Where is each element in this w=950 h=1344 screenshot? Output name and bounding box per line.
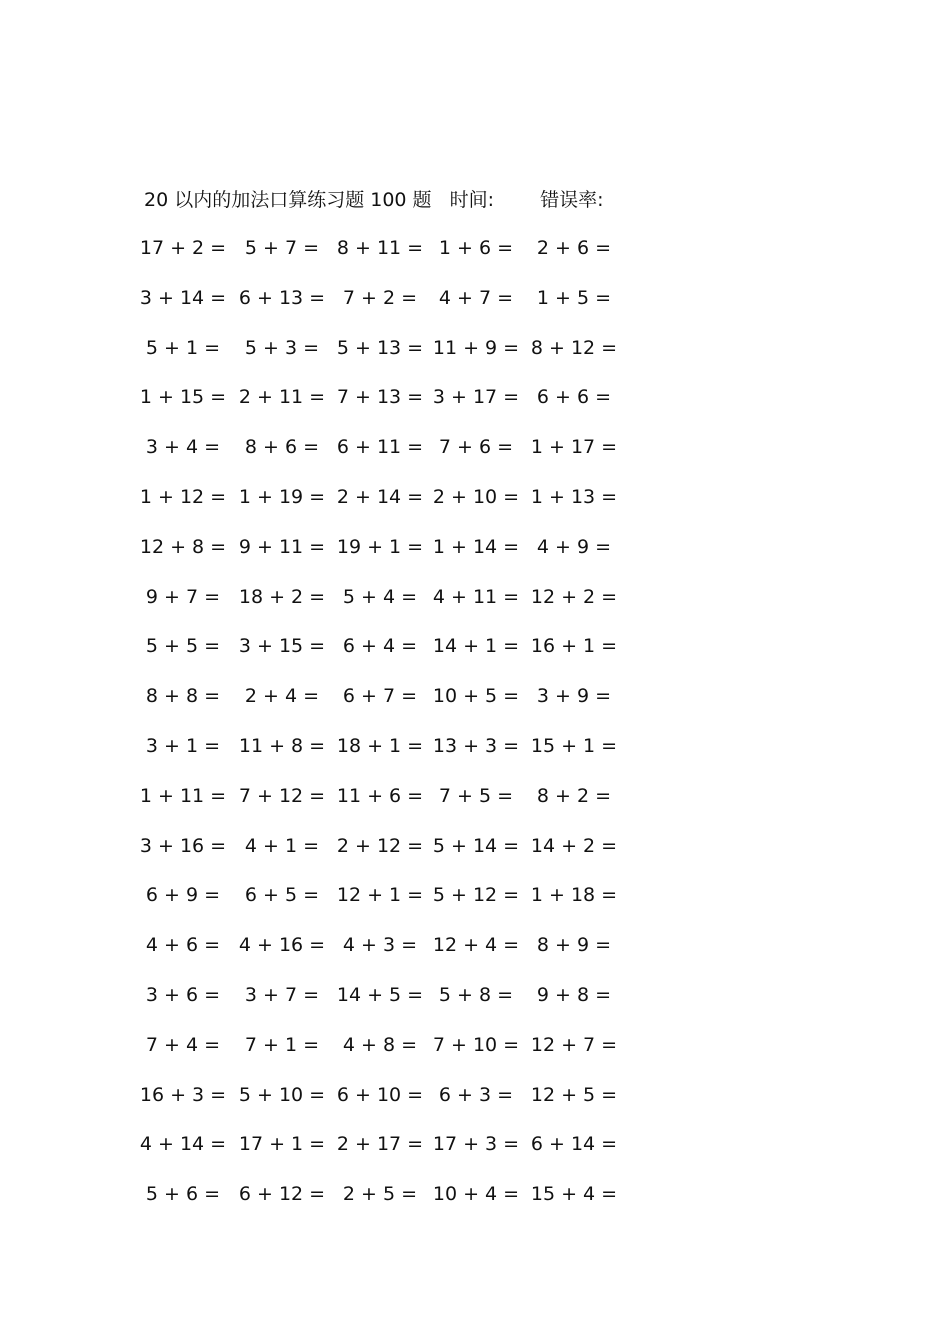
problem-item: 10 + 5 =	[432, 685, 520, 708]
problem-item: 5 + 8 =	[438, 983, 514, 1006]
problem-item: 6 + 6 =	[536, 386, 612, 409]
problem-item: 8 + 11 =	[336, 237, 424, 259]
problem-item: 5 + 5 =	[145, 635, 221, 658]
problem-item: 5 + 10 =	[238, 1083, 326, 1106]
problem-item: 12 + 4 =	[432, 934, 520, 957]
problem-item: 4 + 6 =	[145, 934, 221, 957]
problem-item: 8 + 2 =	[536, 784, 612, 807]
problem-item: 3 + 1 =	[145, 734, 221, 757]
error-rate-label: 错误率:	[540, 189, 604, 211]
problem-row	[0, 1180, 950, 1230]
problem-item: 5 + 1 =	[145, 336, 221, 359]
problem-item: 6 + 12 =	[238, 1183, 326, 1206]
problem-item: 1 + 14 =	[432, 535, 520, 558]
problem-item: 8 + 12 =	[530, 336, 618, 359]
problem-item: 12 + 8 =	[139, 535, 227, 558]
problem-item: 5 + 3 =	[244, 336, 320, 359]
problem-item: 19 + 1 =	[336, 535, 424, 558]
problem-row	[0, 682, 950, 732]
problem-item: 6 + 9 =	[145, 884, 221, 907]
problem-item: 5 + 6 =	[145, 1183, 221, 1206]
problem-item: 7 + 6 =	[438, 436, 514, 459]
problem-item: 7 + 10 =	[432, 1033, 520, 1056]
problem-item: 18 + 1 =	[336, 734, 424, 757]
problem-item: 1 + 6 =	[438, 237, 514, 259]
problem-item: 2 + 4 =	[244, 685, 320, 708]
problem-item: 12 + 7 =	[530, 1033, 618, 1056]
problem-item: 6 + 10 =	[336, 1083, 424, 1106]
problem-row	[0, 483, 950, 533]
problem-row	[0, 284, 950, 334]
problem-row	[0, 234, 950, 284]
problem-item: 6 + 13 =	[238, 286, 326, 309]
problem-row	[0, 931, 950, 981]
problem-item: 16 + 1 =	[530, 635, 618, 658]
problem-item: 4 + 1 =	[244, 834, 320, 857]
problem-item: 6 + 11 =	[336, 436, 424, 459]
problem-item: 15 + 4 =	[530, 1183, 618, 1206]
problem-row	[0, 732, 950, 782]
problem-item: 14 + 2 =	[530, 834, 618, 857]
problem-item: 2 + 6 =	[536, 237, 612, 259]
problem-item: 17 + 3 =	[432, 1133, 520, 1156]
problem-item: 6 + 5 =	[244, 884, 320, 907]
problem-item: 1 + 12 =	[139, 485, 227, 508]
problem-item: 3 + 7 =	[244, 983, 320, 1006]
problem-item: 2 + 11 =	[238, 386, 326, 409]
problem-item: 7 + 12 =	[238, 784, 326, 807]
problem-item: 2 + 14 =	[336, 485, 424, 508]
problem-item: 4 + 9 =	[536, 535, 612, 558]
problem-item: 2 + 17 =	[336, 1133, 424, 1156]
problem-item: 4 + 8 =	[342, 1033, 418, 1056]
problem-item: 13 + 3 =	[432, 734, 520, 757]
problem-item: 1 + 5 =	[536, 286, 612, 309]
problem-item: 7 + 4 =	[145, 1033, 221, 1056]
problem-item: 12 + 5 =	[530, 1083, 618, 1106]
problem-row	[0, 632, 950, 682]
problem-item: 3 + 16 =	[139, 834, 227, 857]
problem-item: 6 + 7 =	[342, 685, 418, 708]
problem-item: 9 + 11 =	[238, 535, 326, 558]
problem-item: 16 + 3 =	[139, 1083, 227, 1106]
problem-item: 1 + 15 =	[139, 386, 227, 409]
problem-item: 1 + 17 =	[530, 436, 618, 459]
problem-item: 5 + 13 =	[336, 336, 424, 359]
problem-item: 12 + 2 =	[530, 585, 618, 608]
time-label: 时间:	[449, 189, 495, 211]
problem-item: 4 + 14 =	[139, 1133, 227, 1156]
problem-item: 3 + 6 =	[145, 983, 221, 1006]
problem-item: 3 + 15 =	[238, 635, 326, 658]
problem-item: 5 + 12 =	[432, 884, 520, 907]
problem-item: 6 + 3 =	[438, 1083, 514, 1106]
problem-item: 4 + 11 =	[432, 585, 520, 608]
problem-item: 10 + 4 =	[432, 1183, 520, 1206]
problem-item: 1 + 11 =	[139, 784, 227, 807]
problem-item: 12 + 1 =	[336, 884, 424, 907]
problem-row	[0, 782, 950, 832]
problem-item: 3 + 14 =	[139, 286, 227, 309]
problem-item: 9 + 8 =	[536, 983, 612, 1006]
problem-item: 4 + 7 =	[438, 286, 514, 309]
problem-item: 6 + 4 =	[342, 635, 418, 658]
problem-item: 9 + 7 =	[145, 585, 221, 608]
problem-item: 2 + 10 =	[432, 485, 520, 508]
problem-item: 1 + 19 =	[238, 485, 326, 508]
problem-item: 17 + 1 =	[238, 1133, 326, 1156]
problem-row	[0, 383, 950, 433]
problem-item: 1 + 18 =	[530, 884, 618, 907]
problem-row	[0, 334, 950, 384]
problem-row	[0, 433, 950, 483]
problem-item: 15 + 1 =	[530, 734, 618, 757]
problem-item: 18 + 2 =	[238, 585, 326, 608]
problem-item: 7 + 5 =	[438, 784, 514, 807]
problem-item: 2 + 5 =	[342, 1183, 418, 1206]
worksheet-title: 20 以内的加法口算练习题 100 题	[144, 189, 432, 211]
problem-item: 7 + 2 =	[342, 286, 418, 309]
problem-item: 11 + 9 =	[432, 336, 520, 359]
problem-row	[0, 981, 950, 1031]
problem-item: 14 + 1 =	[432, 635, 520, 658]
worksheet-header	[144, 186, 603, 214]
problem-item: 8 + 8 =	[145, 685, 221, 708]
problem-row	[0, 583, 950, 633]
problem-item: 8 + 6 =	[244, 436, 320, 459]
problem-item: 11 + 6 =	[336, 784, 424, 807]
problem-item: 1 + 13 =	[530, 485, 618, 508]
problem-item: 11 + 8 =	[238, 734, 326, 757]
problem-item: 3 + 9 =	[536, 685, 612, 708]
problem-item: 5 + 14 =	[432, 834, 520, 857]
problem-row	[0, 881, 950, 931]
problem-row	[0, 1130, 950, 1180]
problem-item: 5 + 7 =	[244, 237, 320, 259]
problem-grid	[0, 234, 950, 1230]
problem-row	[0, 1081, 950, 1131]
problem-item: 7 + 1 =	[244, 1033, 320, 1056]
problem-row	[0, 1031, 950, 1081]
problem-item: 8 + 9 =	[536, 934, 612, 957]
problem-row	[0, 533, 950, 583]
problem-item: 7 + 13 =	[336, 386, 424, 409]
problem-item: 4 + 3 =	[342, 934, 418, 957]
problem-item: 3 + 4 =	[145, 436, 221, 459]
problem-item: 4 + 16 =	[238, 934, 326, 957]
problem-item: 14 + 5 =	[336, 983, 424, 1006]
problem-item: 3 + 17 =	[432, 386, 520, 409]
problem-row	[0, 832, 950, 882]
problem-item: 6 + 14 =	[530, 1133, 618, 1156]
problem-item: 17 + 2 =	[139, 237, 227, 259]
problem-item: 5 + 4 =	[342, 585, 418, 608]
problem-item: 2 + 12 =	[336, 834, 424, 857]
